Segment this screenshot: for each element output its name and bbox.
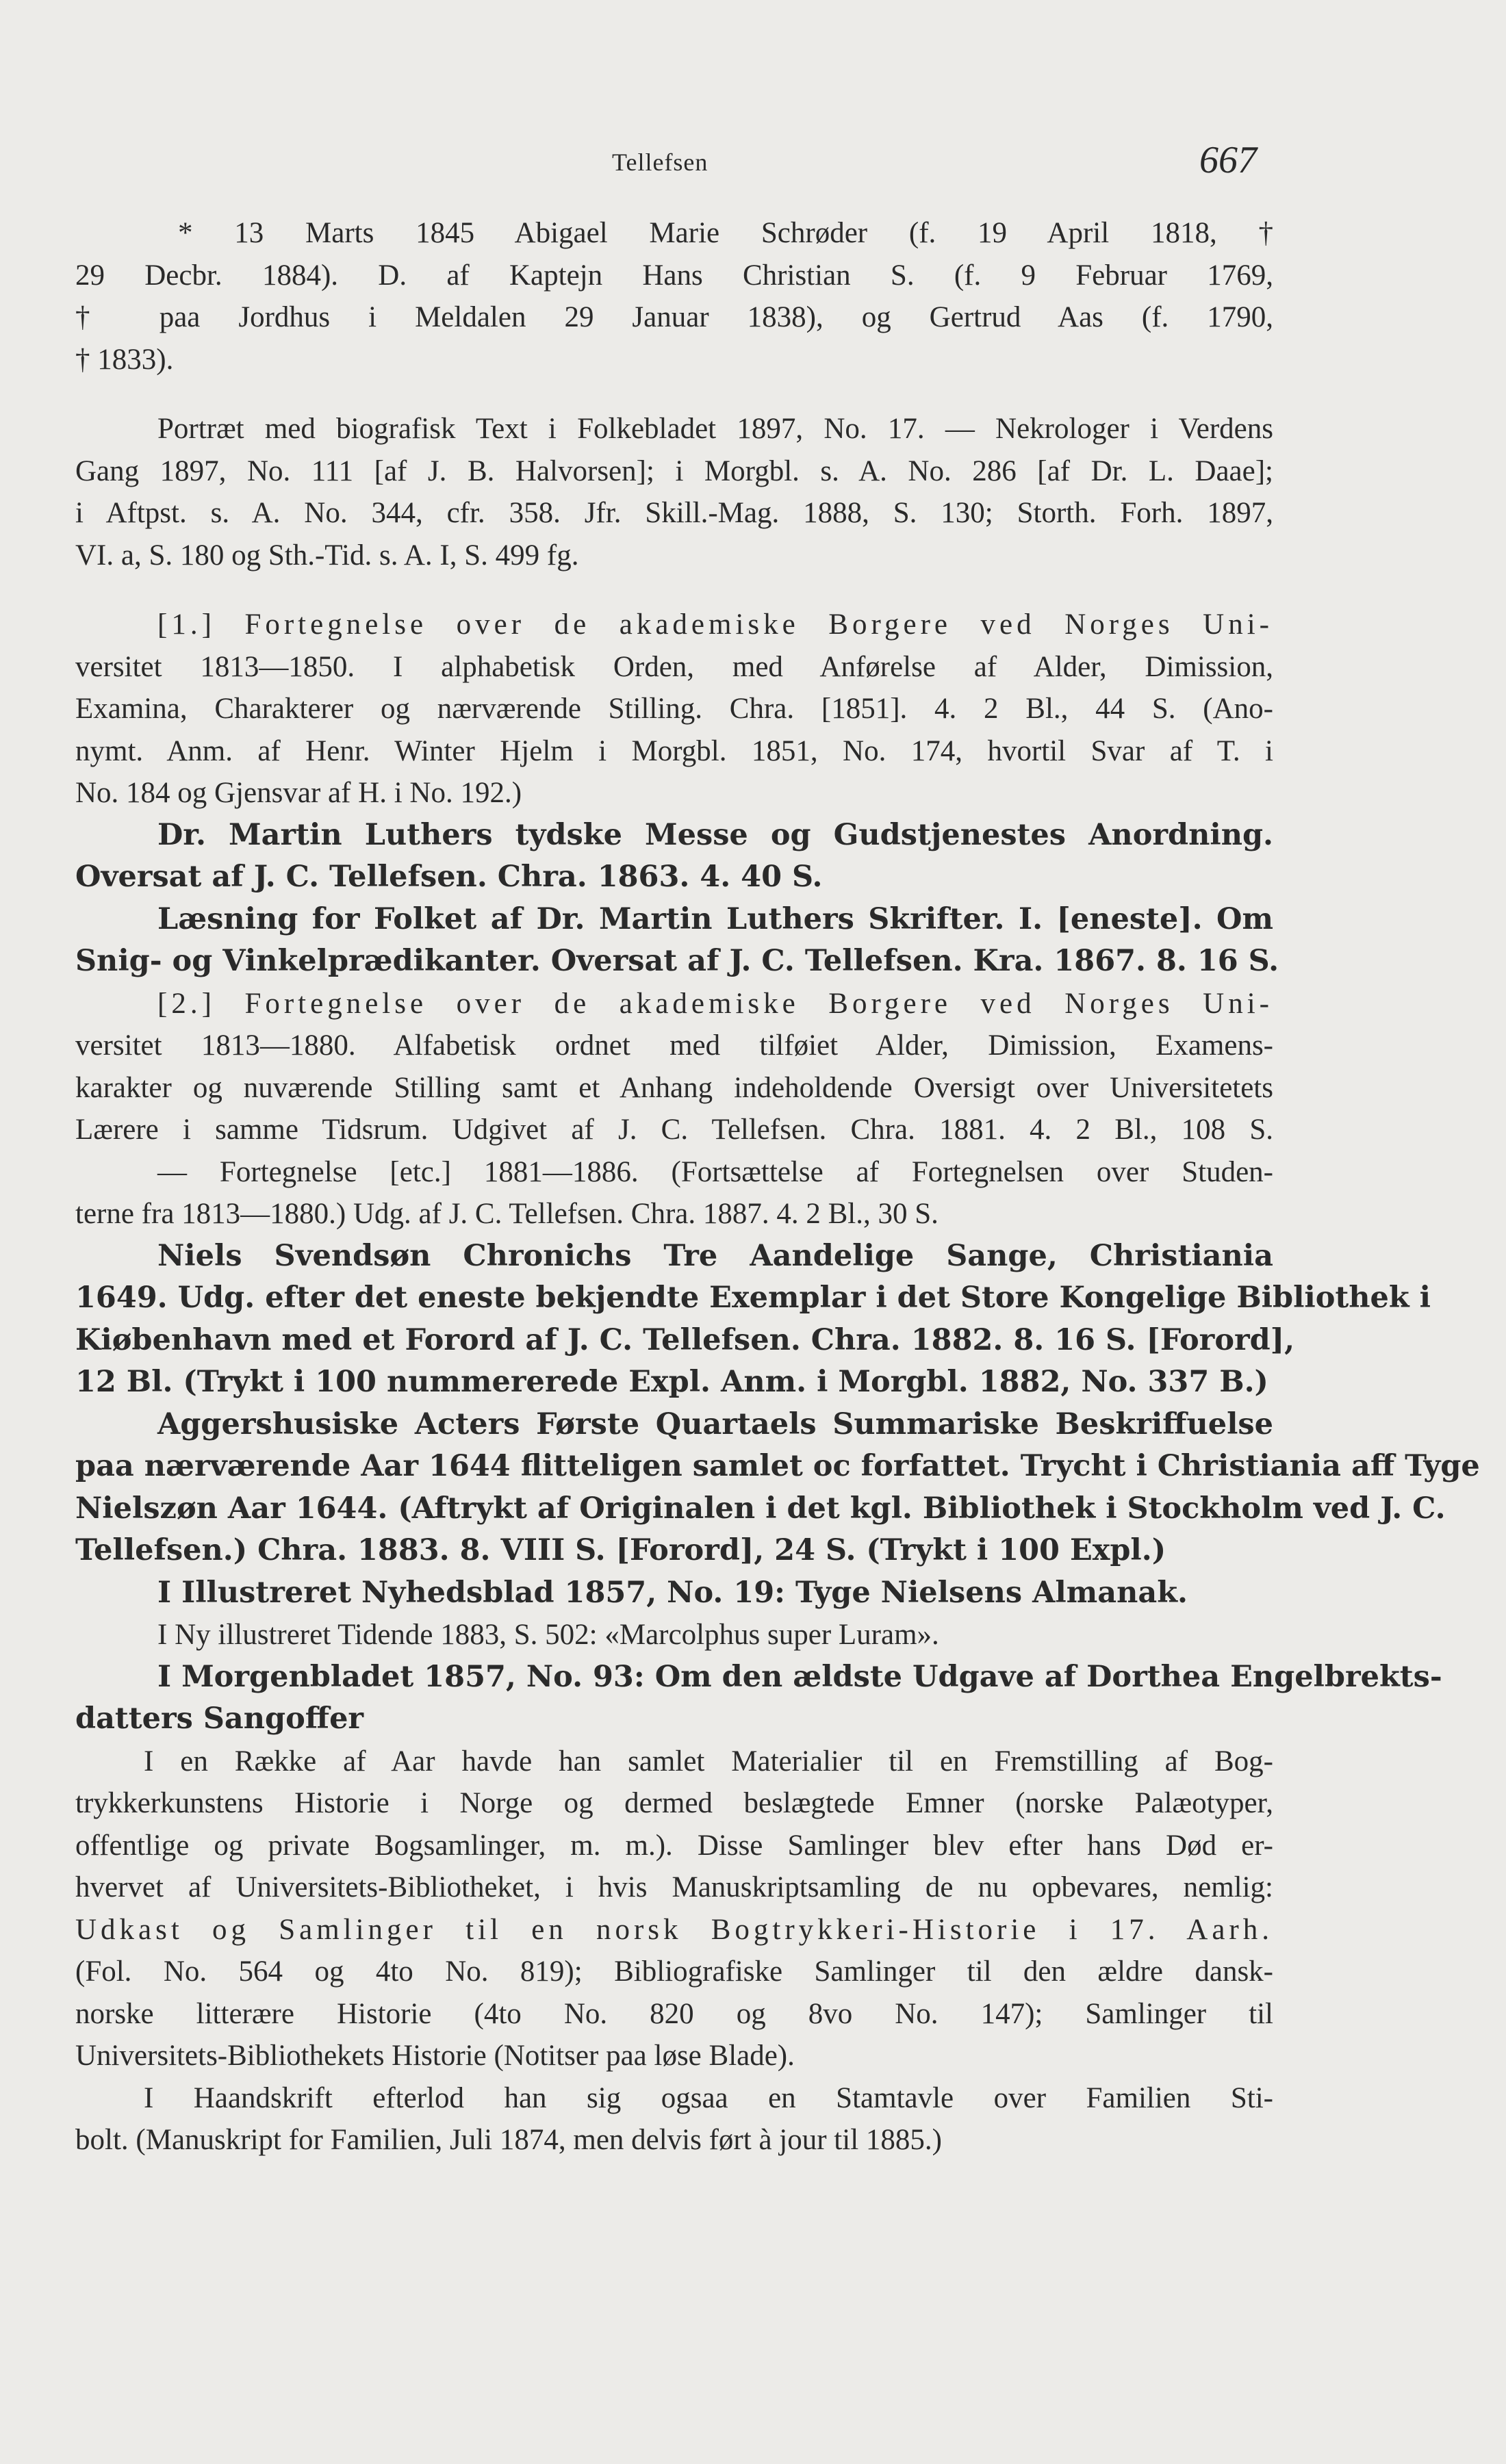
text-line: Udkast og Samlinger til en norsk Bogtrykkeri-Historie i 17. Aarh.: [75, 1913, 1273, 1946]
work-line: I Ny illustreret Tidende 1883, S. 502: «Marcolphus super Luram».: [157, 1619, 939, 1651]
work-line: Examina, Charakterer og nærværende Stilling. Chra. [1851]. 4. 2 Bl., 44 S. (Ano-: [75, 693, 1273, 725]
page-header: [0, 139, 1506, 190]
work-line: Læsning for Folket af Dr. Martin Luthers Skrifter. I. [eneste]. Om: [157, 901, 1273, 936]
work-line: Kiøbenhavn med et Forord af J. C. Tellefsen. Chra. 1882. 8. 16 S. [Forord],: [75, 1322, 1295, 1357]
work-line: I Illustreret Nyhedsblad 1857, No. 19: Tyge Nielsens Almanak.: [157, 1575, 1188, 1610]
work-line: Oversat af J. C. Tellefsen. Chra. 1863. 4. 40 S.: [75, 860, 823, 894]
closing-paragraphs: [75, 1741, 1273, 2161]
work-line: Aggershusiske Acters Første Quartaels Summariske Beskriffuelse: [157, 1407, 1273, 1441]
work-line: karakter og nuværende Stilling samt et Anhang indeholdende Oversigt over Universitetets: [75, 1071, 1273, 1104]
text-line: i Aftpst. s. A. No. 344, cfr. 358. Jfr. Skill.-Mag. 1888, S. 130; Storth. Forh. 1897,: [75, 497, 1273, 529]
work-line: Dr. Martin Luthers tydske Messe og Gudstjenestes Anordning.: [157, 817, 1273, 852]
work-line: versitet 1813—1880. Alfabetisk ordnet med tilføiet Alder, Dimission, Examens-: [75, 1029, 1273, 1062]
work-line: Snig- og Vinkelprædikanter. Oversat af J. C. Tellefsen. Kra. 1867. 8. 16 S.: [75, 944, 1279, 978]
marriage-paragraph: [75, 212, 1273, 381]
work-line: [2.] Fortegnelse over de akademiske Borgere ved Norges Uni-: [157, 987, 1273, 1020]
work-line: nymt. Anm. af Henr. Winter Hjelm i Morgbl. 1851, No. 174, hvortil Svar af T. i: [75, 734, 1273, 767]
page-number: 667: [1199, 139, 1257, 181]
text-line: Universitets-Bibliothekets Historie (Notitser paa løse Blade).: [75, 2040, 795, 2072]
text-line: offentlige og private Bogsamlinger, m. m.). Disse Samlinger blev efter hans Død er-: [75, 1829, 1273, 1862]
work-line: datters Sangoffer: [75, 1702, 364, 1736]
text-line: (Fol. No. 564 og 4to No. 819); Bibliografiske Samlinger til den ældre dansk-: [75, 1955, 1273, 1988]
paragraph-gap: [75, 576, 1273, 604]
text-line: hvervet af Universitets-Bibliotheket, i hvis Manuskriptsamling de nu opbevares, nemlig:: [75, 1871, 1273, 1903]
works-list: [75, 604, 1480, 1741]
text-line: norske litterære Historie (4to No. 820 og 8vo No. 147); Samlinger til: [75, 1997, 1273, 2030]
text-line: I Haandskrift efterlod han sig ogsaa en Stamtavle over Familien Sti-: [144, 2081, 1273, 2114]
text-line: VI. a, S. 180 og Sth.-Tid. s. A. I, S. 499 fg.: [75, 539, 579, 572]
work-line: I Morgenbladet 1857, No. 93: Om den ældste Udgave af Dorthea Engelbrekts-: [157, 1659, 1442, 1694]
work-line: Lærere i samme Tidsrum. Udgivet af J. C. Tellefsen. Chra. 1881. 4. 2 Bl., 108 S.: [75, 1114, 1273, 1146]
work-line: No. 184 og Gjensvar af H. i No. 192.): [75, 777, 522, 809]
work-line: 1649. Udg. efter det eneste bekjendte Exemplar i det Store Kongelige Bibliothek i: [75, 1281, 1431, 1315]
sources-paragraph: [75, 408, 1273, 576]
paragraph-gap: [75, 381, 1273, 408]
text-line: Portræt med biografisk Text i Folkebladet 1897, No. 17. — Nekrologer i Verdens: [157, 413, 1273, 445]
work-line: paa nærværende Aar 1644 flitteligen samlet oc forfattet. Trycht i Christiania aff Tyge: [75, 1449, 1480, 1483]
text-line: I en Række af Aar havde han samlet Materialier til en Fremstilling af Bog-: [144, 1745, 1273, 1778]
work-line: Nielszøn Aar 1644. (Aftrykt af Originalen i det kgl. Bibliothek i Stockholm ved J. C.: [75, 1491, 1446, 1526]
work-line: Niels Svendsøn Chronichs Tre Aandelige Sange, Christiania: [157, 1238, 1273, 1273]
entry-body: [75, 212, 1480, 2161]
text-line: † paa Jordhus i Meldalen 29 Januar 1838), og Gertrud Aas (f. 1790,: [75, 301, 1273, 333]
text-line: bolt. (Manuskript for Familien, Juli 1874, men delvis ført à jour til 1885.): [75, 2124, 942, 2156]
work-line: versitet 1813—1850. I alphabetisk Orden, med Anførelse af Alder, Dimission,: [75, 650, 1273, 683]
text-line: † 1833).: [75, 343, 174, 376]
work-line: [1.] Fortegnelse over de akademiske Borgere ved Norges Uni-: [157, 608, 1273, 641]
work-line: terne fra 1813—1880.) Udg. af J. C. Tellefsen. Chra. 1887. 4. 2 Bl., 30 S.: [75, 1198, 939, 1230]
work-line: Tellefsen.) Chra. 1883. 8. VIII S. [Forord], 24 S. (Trykt i 100 Expl.): [75, 1533, 1166, 1567]
work-line: 12 Bl. (Trykt i 100 nummererede Expl. Anm. i Morgbl. 1882, No. 337 B.): [75, 1365, 1268, 1399]
text-line: Gang 1897, No. 111 [af J. B. Halvorsen]; i Morgbl. s. A. No. 286 [af Dr. L. Daae];: [75, 454, 1273, 487]
text-line: trykkerkunstens Historie i Norge og dermed beslægtede Emner (norske Palæotyper,: [75, 1787, 1273, 1819]
running-head: Tellefsen: [612, 149, 709, 176]
text-line: * 13 Marts 1845 Abigael Marie Schrøder (f. 19 April 1818, †: [178, 217, 1273, 249]
work-line: — Fortegnelse [etc.] 1881—1886. (Fortsættelse af Fortegnelsen over Studen-: [157, 1155, 1273, 1188]
text-line: 29 Decbr. 1884). D. af Kaptejn Hans Christian S. (f. 9 Februar 1769,: [75, 259, 1273, 292]
